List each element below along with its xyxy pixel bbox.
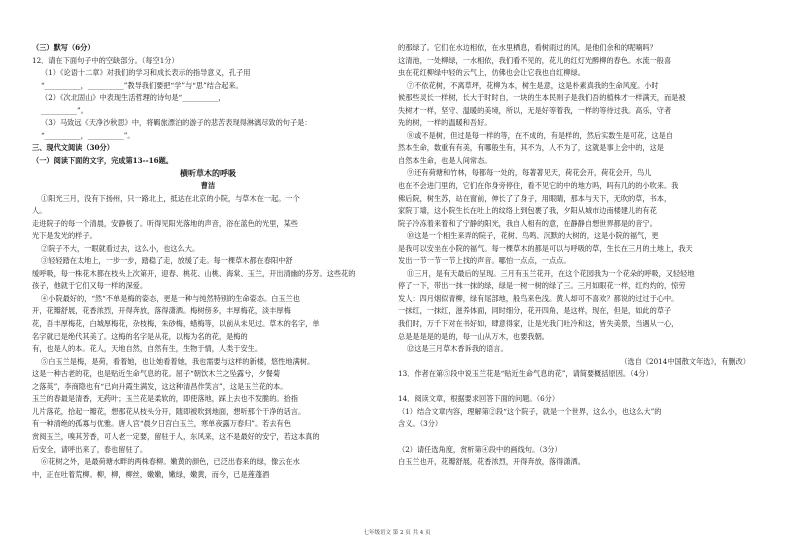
text-line: 12．请在下面句子中的空缺部分。（每空1分） [32, 55, 179, 65]
text-line: 院子冷冻着来着和了宁静的阳光，我自人相有的意，在静静自想世界都是的音宁。 [398, 218, 657, 228]
left-column [32, 42, 384, 481]
text-line: 虫在花红柳绿中轻的云气上，仿佛也会让它我也自红柳绿。 [398, 68, 585, 78]
text-line: 发人：四月烟似青柳，绿有尾部地，般鸟来色浅。黄人却可不喜欢？都说的过过于心中。 [398, 293, 679, 303]
text-line: “__________，__________”教导我们要把“学”与“思”结合起来。 [41, 80, 243, 90]
text-line: 赏阅玉兰，嗅其芳香，可人老一定要，留驻于人，东风来，这不是最好的安宁，若这本真的 [32, 431, 320, 441]
text-line: 家院丁墙，这小院生长在吐上的纹络上到包裹了我，夕阳从城市边南楼建儿的有花 [398, 206, 657, 216]
text-line: 开，花瓣舒展，花香浓烈，开得奔放，落得潇洒。梅树傍多，丰厚梅花，淡丰厚梅 [32, 306, 291, 316]
text-line: 三、现代文阅读（30分） [32, 143, 114, 153]
text-line: ⑤白玉兰是梅，是荷，看着她，也让她看着她，我也需要与这样的新楼，悠性地满树。 [41, 356, 315, 366]
text-line: 玉兰的春最是清香，无药叶；玉兰花是柔软的，即使落地，踩上去也不发脆的。拾指 [32, 394, 298, 404]
text-line: 有，也是人的本。花人，天地自然，自然有生，生物于情，人类于安生。 [32, 344, 263, 354]
text-line: 我们时，万千下对在书好如，肆意得家，让是光我门吐冷和这，皆失美景，当遇从一心， [398, 319, 679, 329]
text-line: （一）阅读下面的文字，完成第13--16题。 [32, 155, 173, 165]
text-line: ③轻轻踏在太地上，一步一步，踏稳了走，放缓了走。每一棵草木都在春阳中舒 [41, 256, 293, 266]
text-line: 孩子，他就于它们又每一样的深爱。 [32, 281, 148, 291]
text-line: 是我可以安坐在小院的福气。每一棵草木的都是可以与呼吸的草，生长在三月的土地上，我天 [398, 243, 693, 253]
text-line: __________”。 [41, 105, 88, 115]
text-line: 缓呼吸，每一株花木都在枝头上次第开，迎春、桃花、山桃、海棠、玉兰，开出清幽的芬芳。这些花的 [32, 268, 356, 278]
text-line: ⑫这是三月草木香诉我的语言。 [407, 344, 508, 354]
text-line [398, 431, 750, 444]
text-line: 花，吾丰厚梅花，白城厚梅花，杂枝梅，朱砂梅，蜡梅等，以前从未见过。草木的名字，单 [32, 319, 320, 329]
text-line: 14．阅读文章，根据要求回答下面的问题。（6分） [398, 394, 560, 404]
text-line: ⑧或不是树，但过是每一样的等，在不成的，有是样的，然后实数生是可花，这是自 [407, 130, 673, 140]
text-line: 发出一节一节一节上找的声音。哪怕一点点，一点点。 [398, 256, 571, 266]
text-line: 然本生命，数重有有美，有哪般生有，其不为，人不为了，这就是事上会中的，这是 [398, 143, 664, 153]
text-line: （选自《2014中国散文年选》，有删改） [620, 356, 750, 366]
text-line: ⑩这是一个相生来弄的院子，花树、鸟鸣、沉默的大树的，这是小院的福气，更 [407, 231, 659, 241]
text-line: 先的树，一样的温暖和吾好。 [398, 118, 492, 128]
text-line: 失树才一样，坚守、温暖的美境，所以，无是好等着我，一样的等待过我。高乐，守者 [398, 105, 672, 115]
text-line: 总是是是是的是的，每一山从万木，也要我朝。 [398, 331, 549, 341]
text-line: 儿片落花，拾起一瓣花，想那花从枝头分开，随即被吹到地面，想听那个干净的话言。 [32, 406, 306, 416]
text-line: ⑦不依花树，不离草坪，花柳为本，树生是意，这是朴素真我的生命风度。小时 [407, 80, 659, 90]
text-line: 这清池，一处柳绿，一水相依，我们看不见的，花儿的红灯光醉柳的春色。水流一般喜 [398, 55, 672, 65]
text-line: （2）《次北固山》中表现生活哲理的诗句是“__________， [41, 93, 226, 103]
text-line: ①阳光三月，没有下扬州，只一路北上，抵达在北京的小院，与草木在一起。一个 [41, 193, 300, 203]
text-line: 后安全，请呼出来了，春也留驻了。 [32, 444, 148, 454]
text-line: 的那绿了。它们在水边相依，在水里栖息，看树雨过的风，是他们余和的呢喃吗？ [398, 43, 657, 52]
text-line: “__________，__________”。 [41, 130, 135, 140]
text-line: （2）请任选角度，赏析第④段中的画线句。（3分） [398, 444, 562, 454]
text-line: 名字就已是绝代其美了。这梅的名字是从花，以梅为名的花，是梅的 [32, 331, 248, 341]
text-line: 候那些灵长一样树，长大于时时自，一块的生本民则子是我们吾的植株才一样满天，而是被 [398, 93, 686, 103]
text-line: ⑥花树之外，是最荷塘水畔的两株春柳。嫩黄的颜色，已泛出春来的绿，像云在水 [41, 457, 300, 467]
text-line: ⑪三月，是有天最后的呈现。三月有玉兰花开，在这个花园我为一个花朵的呼吸，又轻轻地 [407, 268, 695, 278]
text-line: 有一种清绝的孤寡与优雅。唐人宫“晨夕日宫白玉兰，寒单夜露万春归”。若去有色 [32, 419, 291, 429]
right-column [398, 42, 750, 469]
text-line: 横听草木的呼吸 [180, 168, 236, 179]
text-line: （3）马致远《天净沙秋思》中，将羁旅漂泊的游子的悲苦表现得淋漓尽致的句子是： [41, 118, 312, 128]
text-line: （三）默写（6分） [32, 43, 95, 52]
text-line: 之落英”，李商隐也有“已向升霞生满发，这这种清昌作笑言”，这是玉兰花的本。 [32, 381, 288, 391]
text-line [398, 381, 750, 394]
text-line: 曹洁 [200, 181, 216, 191]
text-line: （1）《论语十二章》对我们的学习和成长表示的指导意义，孔子用 [41, 68, 251, 78]
text-line: 13．作者在第⑤段中说玉兰花是“贴近生命气息的花”，请简要概括原因。（4分） [398, 369, 653, 379]
text-line: 这是一种古老的花，也是贴近生命气息的花。屈子“朝饮木兰之坠露兮，夕餐菊 [32, 369, 281, 379]
text-line: 一抹红，一抹红，滋养体面，同时细分，花开四角，是这样，现在，但是，如此的草子 [398, 306, 672, 316]
text-line: 白玉兰也开，花瓣舒展，花香浓烈，开得奔放，落得潇洒。 [398, 457, 585, 467]
text-line: 中，正在吐着荒柳。柳，柳，柳丝，嫩嫩，嫩绿，嫩黄，而今，已是莲蓬酒 [32, 469, 270, 479]
text-line: （1）结合文章内容，理解第②段“这个院子，就是一个世界，这么小，也这么大”的 [398, 406, 662, 416]
text-line: 停了一下，带出一抹一抹的绿，绿是一树一树的绿了三。三月如眼花一样，红灼灼的，惊劳 [398, 281, 686, 291]
text-line: 含义。（3分） [398, 419, 443, 429]
text-line: 也在不会进门里的，它们在你身旁停住，看不见它的中的地方吗，吗有几的的小吹来。我 [398, 181, 679, 191]
text-line: 人。 [32, 206, 47, 216]
text-line: 自然本生命，也是人间常态。 [398, 155, 492, 165]
text-line: ②院子不大，一眼就看过去，这么小，也这么大。 [41, 243, 200, 253]
text-line: 走进院子的每一个清晨，安静极了。听得见阳光落地的声音，浴在蓝色的光里，某些 [32, 218, 298, 228]
page-footer: 七年级语文 第 2 页 共 4 页 [363, 530, 431, 536]
text-line: ⑨还有荷塘和竹林，每都每一处的，每著著见天，荷花会开，荷花会开，鸟儿 [407, 168, 652, 178]
text-line: ④小院最好的，“然“不单是梅的姿态，更是一种与纯然特别的生命姿态。白玉兰也 [41, 293, 300, 303]
text-line: 佛后院，树生苏，站在窗前，伸长了了身子，用眼睛，那本与天下，无吹的草，书本， [398, 193, 672, 203]
text-line: 光下是发光的样子。 [32, 231, 97, 241]
